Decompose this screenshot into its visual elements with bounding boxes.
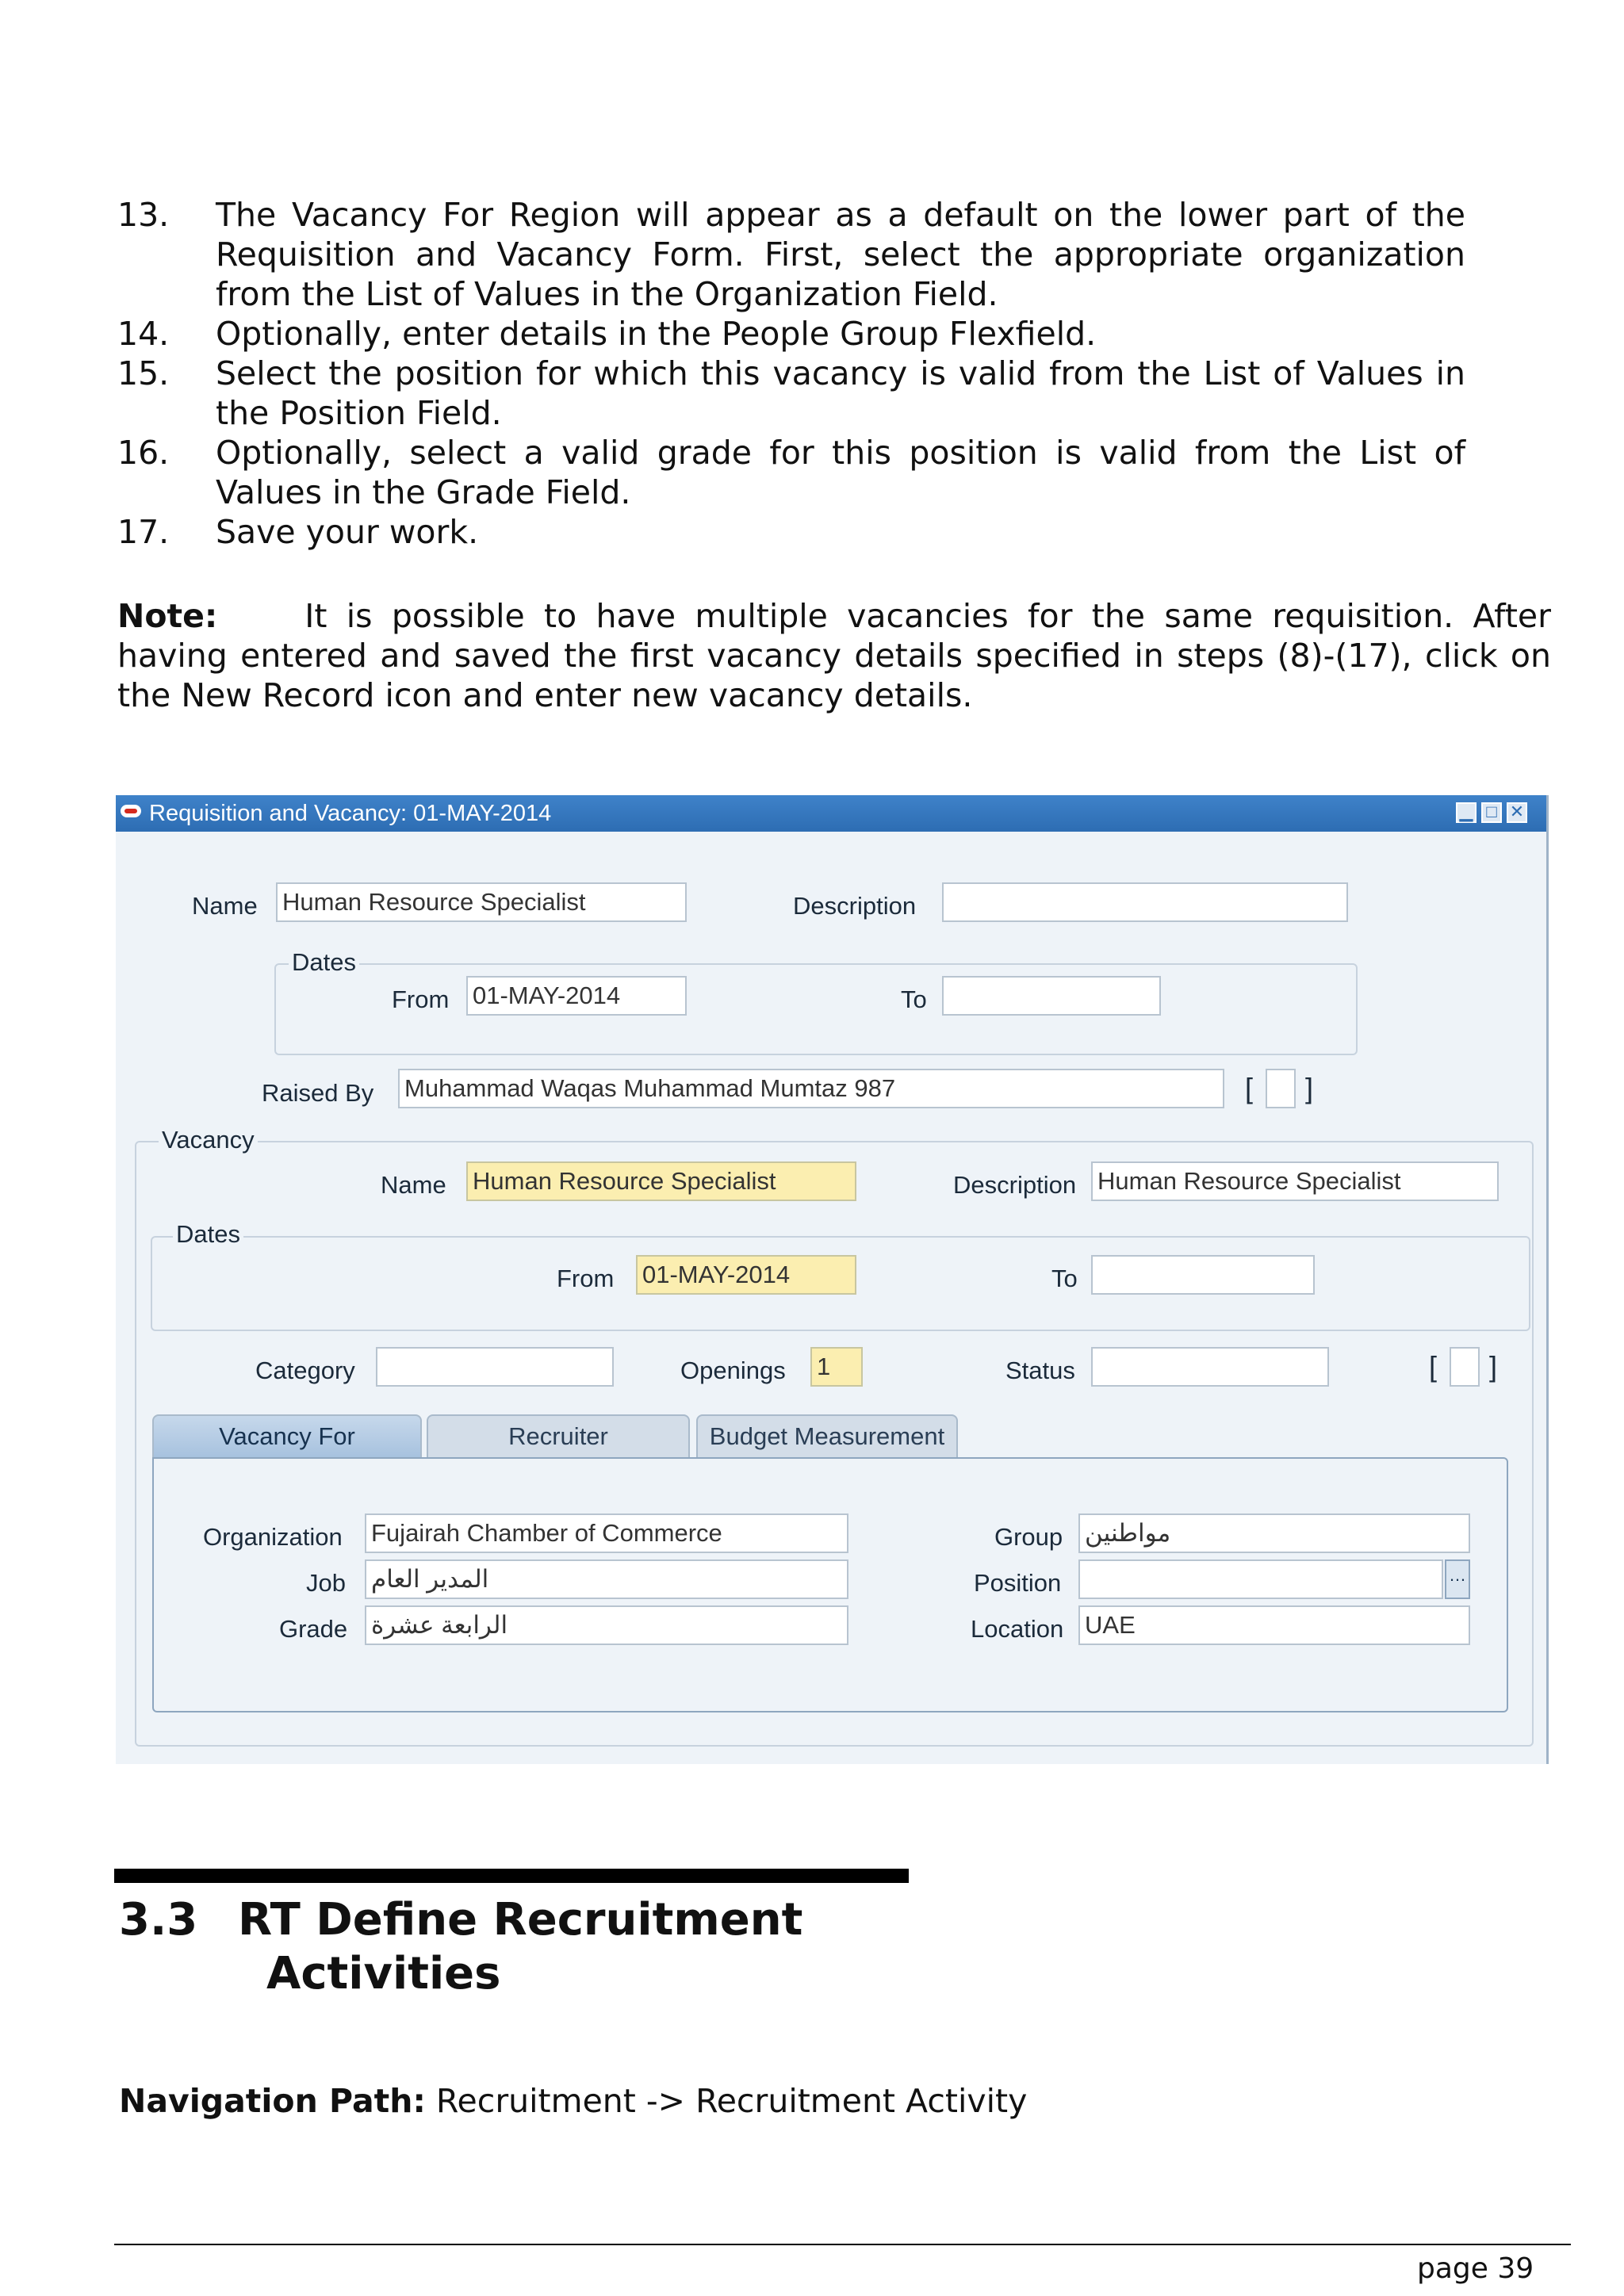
grade-field[interactable]: الرابعة عشرة [365,1605,848,1645]
requisition-name-label: Name [192,892,258,920]
flex-bracket-open: [ [1429,1350,1438,1383]
requisition-dates-title: Dates [289,948,359,977]
group-label: Group [994,1523,1063,1551]
requisition-to-field[interactable] [942,976,1161,1016]
vacancy-to-label: To [1051,1265,1078,1292]
vacancy-from-field[interactable]: 01-MAY-2014 [636,1255,856,1295]
instruction-steps [117,195,1465,552]
job-label: Job [306,1569,346,1597]
window-titlebar [116,795,1546,832]
vacancy-name-label: Name [381,1171,446,1199]
category-label: Category [255,1357,355,1384]
section-title-line1: RT Define Recruitment [238,1894,803,1946]
tab-vacancy-for[interactable]: Vacancy For [152,1414,422,1459]
flex-bracket-close: ] [1489,1350,1498,1383]
requisition-vacancy-window [116,795,1549,1764]
status-label: Status [1005,1357,1075,1384]
section-number: 3.3 [119,1894,198,1946]
step-13 [117,195,1465,314]
openings-field[interactable]: 1 [810,1347,863,1387]
vacancy-dates-title: Dates [173,1220,243,1249]
navigation-path [119,2081,1027,2121]
step-text: The Vacancy For Region will appear as a default on the lower part of the Requisition and Vacancy Form. First, select the appropriate organization from the List of Values in the Organization Field. [216,196,1465,313]
section-heading [119,1893,872,2001]
job-field[interactable]: المدير العام [365,1559,848,1599]
raised-by-field[interactable]: Muhammad Waqas Muhammad Mumtaz 987 [398,1069,1224,1108]
step-number: 15. [117,354,170,392]
section-divider [114,1869,909,1883]
window-title: Requisition and Vacancy: 01-MAY-2014 [149,801,552,826]
tab-recruiter[interactable]: Recruiter [427,1414,690,1459]
requisition-flexfield[interactable] [1266,1069,1296,1108]
step-text: Save your work. [216,513,479,551]
vacancy-name-field[interactable]: Human Resource Specialist [466,1161,856,1201]
step-text: Select the position for which this vacancy is valid from the List of Values in the Position Field. [216,354,1465,432]
organization-label: Organization [203,1523,343,1551]
status-field[interactable] [1091,1347,1329,1387]
requisition-name-field[interactable]: Human Resource Specialist [276,882,687,922]
category-field[interactable] [376,1347,614,1387]
raised-by-label: Raised By [262,1079,374,1107]
note-text: It is possible to have multiple vacancies for the same requisition. After having entered and saved the first vacancy details specified in steps (8)-(17), click on the New Record icon and enter new vacancy details. [117,597,1551,714]
navigation-path-value: Recruitment -> Recruitment Activity [435,2082,1028,2120]
section-title [238,1893,872,2001]
step-number: 13. [117,196,170,234]
step-17 [117,512,1465,552]
minimize-icon[interactable]: ▁ [1456,802,1477,823]
maximize-icon[interactable]: □ [1481,802,1502,823]
step-16 [117,433,1465,512]
position-lov-icon[interactable]: … [1445,1559,1470,1599]
location-field[interactable]: UAE [1078,1605,1470,1645]
position-label: Position [974,1569,1062,1597]
grade-label: Grade [279,1615,348,1643]
tab-budget-measurement[interactable]: Budget Measurement [696,1414,958,1459]
requisition-to-label: To [901,985,927,1013]
requisition-description-field[interactable] [942,882,1348,922]
step-text: Optionally, select a valid grade for this position is valid from the List of Values in the Grade Field. [216,434,1465,511]
page-number: page 39 [1417,2252,1534,2285]
note-label: Note: [117,597,218,635]
flex-bracket-open: [ [1245,1072,1254,1104]
vacancy-from-label: From [557,1265,615,1292]
requisition-description-label: Description [793,892,917,920]
footer-rule [114,2244,1571,2245]
step-15 [117,354,1465,433]
step-14 [117,314,1465,354]
vacancy-flexfield[interactable] [1450,1347,1480,1387]
vacancy-to-field[interactable] [1091,1255,1315,1295]
vacancy-description-field[interactable]: Human Resource Specialist [1091,1161,1499,1201]
section-title-line2: Activities [266,1948,501,1999]
position-field[interactable] [1078,1559,1443,1599]
requisition-from-label: From [392,985,450,1013]
location-label: Location [971,1615,1064,1643]
step-number: 14. [117,315,170,353]
group-field[interactable]: مواطنين [1078,1513,1470,1553]
organization-field[interactable]: Fujairah Chamber of Commerce [365,1513,848,1553]
note-paragraph [117,596,1551,715]
oracle-logo-icon [121,805,141,817]
step-number: 17. [117,513,170,551]
close-icon[interactable]: ✕ [1507,802,1527,823]
navigation-path-label: Navigation Path: [119,2082,426,2120]
vacancy-title: Vacancy [159,1126,258,1154]
openings-label: Openings [680,1357,786,1384]
step-text: Optionally, enter details in the People Group Flexfield. [216,315,1097,353]
vacancy-description-label: Description [953,1171,1077,1199]
requisition-from-field[interactable]: 01-MAY-2014 [466,976,687,1016]
flex-bracket-close: ] [1305,1072,1314,1104]
step-number: 16. [117,434,170,472]
